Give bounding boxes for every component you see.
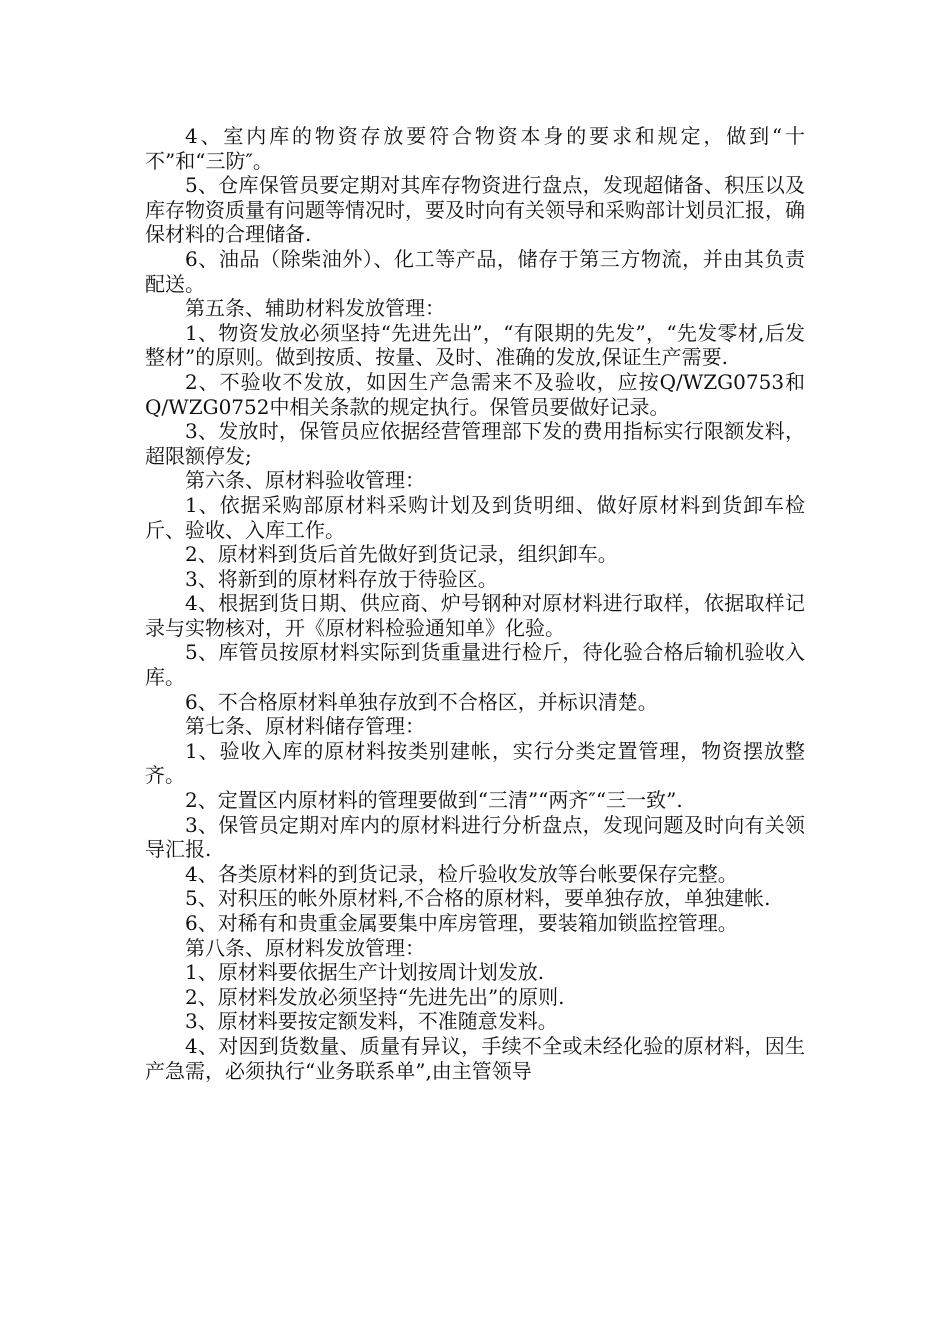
paragraph: 5、对积压的帐外原材料,不合格的原材料，要单独存放，单独建帐. (185, 886, 771, 911)
paragraph: 1、验收入库的原材料按类别建帐，实行分类定置管理，物资摆放整齐。 (145, 738, 805, 788)
paragraph: 3、将新到的原材料存放于待验区。 (185, 566, 498, 591)
section-heading: 第六条、原材料验收管理： (185, 468, 425, 493)
paragraph: 5、仓库保管员要定期对其库存物资进行盘点，发现超储备、积压以及库存物资质量有问题等情况时，要及时向有关领导和采购部计划员汇报，确保材料的合理储备. (145, 173, 805, 247)
paragraph: 6、对稀有和贵重金属要集中库房管理，要装箱加锁监控管理。 (185, 911, 738, 935)
paragraph: 1、原材料要依据生产计划按周计划发放. (185, 960, 545, 985)
paragraph: 6、油品（除柴油外）、化工等产品，储存于第三方物流，并由其负责配送。 (145, 246, 805, 296)
section-heading: 第八条、原材料发放管理： (185, 935, 425, 960)
paragraph: 4、对因到货数量、质量有异议，手续不全或未经化验的原材料，因生产急需，必须执行“业务联系单”,由主管领导 (145, 1033, 805, 1083)
paragraph: 5、库管员按原材料实际到货重量进行检斤，待化验合格后输机验收入库。 (145, 640, 805, 690)
paragraph: 2、定置区内原材料的管理要做到“三清”“两齐″“三一致”. (185, 788, 683, 813)
paragraph: 4、各类原材料的到货记录，检斤验收发放等台帐要保存完整。 (185, 861, 738, 886)
paragraph: 2、原材料到货后首先做好到货记录，组织卸车。 (185, 542, 618, 567)
paragraph: 1、依据采购部原材料采购计划及到货明细、做好原材料到货卸车检斤、验收、入库工作。 (145, 492, 805, 542)
paragraph: 6、不合格原材料单独存放到不合格区，并标识清楚。 (185, 689, 658, 714)
paragraph: 2、不验收不发放，如因生产急需来不及验收，应按Q/WZG0753和Q/WZG0752中相关条款的规定执行。保管员要做好记录。 (145, 369, 805, 419)
paragraph: 4、根据到货日期、供应商、炉号钢种对原材料进行取样，依据取样记录与实物核对，开《原材料检验通知单》化验。 (145, 591, 805, 640)
paragraph: 3、原材料要按定额发料，不准随意发料。 (185, 1009, 558, 1034)
section-heading: 第五条、辅助材料发放管理： (185, 296, 445, 321)
paragraph: 1、物资发放必须坚持“先进先出”，“有限期的先发”，“先发零材,后发整材”的原则。做到按质、按量、及时、准确的发放,保证生产需要. (145, 320, 805, 370)
paragraph: 3、保管员定期对库内的原材料进行分析盘点，发现问题及时向有关领导汇报. (145, 812, 805, 862)
paragraph: 2、原材料发放必须坚持“先进先出”的原则. (185, 984, 565, 1009)
paragraph: 3、发放时，保管员应依据经营管理部下发的费用指标实行限额发料，超限额停发; (145, 419, 805, 468)
section-heading: 第七条、原材料储存管理： (185, 714, 425, 739)
document-body (145, 124, 805, 1083)
paragraph: 4、室内库的物资存放要符合物资本身的要求和规定，做到“十不”和“三防″。 (145, 124, 805, 173)
